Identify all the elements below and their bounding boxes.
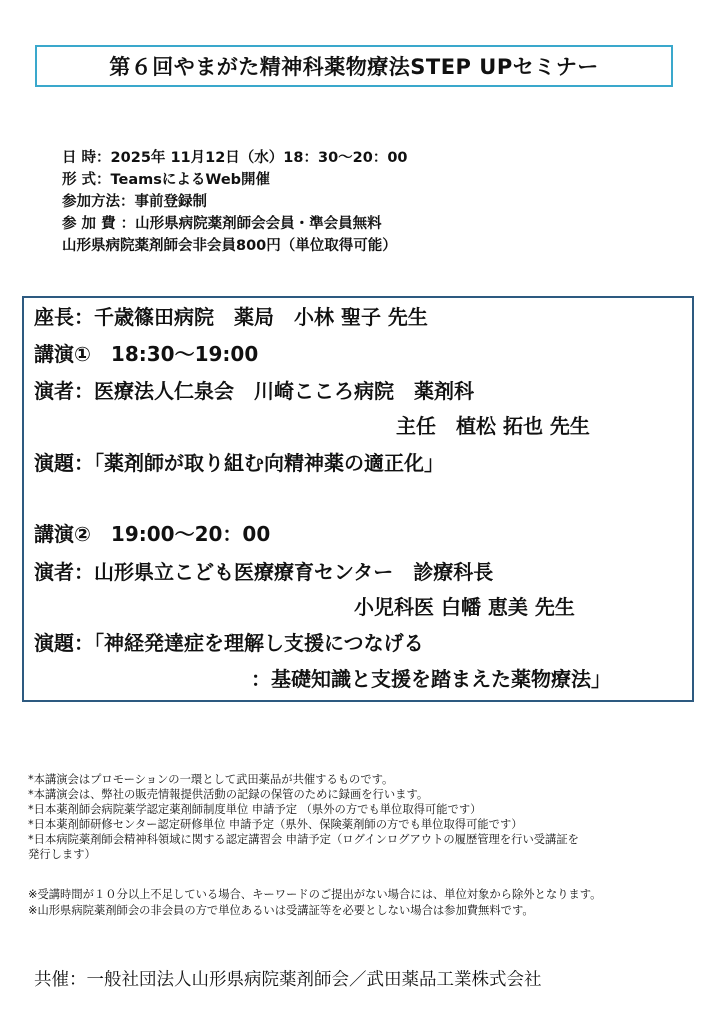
info-fee-members: 参 加 費 ：山形県病院薬剤師会会員・準会員無料 bbox=[62, 216, 382, 232]
lecture1-time: 講演① 18:30～19:00 bbox=[34, 342, 259, 366]
note-item: *本講演会はプロモーションの一環として武田薬品が共催するものです。 bbox=[28, 773, 394, 786]
info-fee-nonmembers: 山形県病院薬剤師会非会員800円（単位取得可能） bbox=[62, 238, 397, 254]
lecture2-speaker: 演者：山形県立こども医療療育センター 診療科長 bbox=[34, 560, 494, 584]
chair: 座長：千歳篠田病院 薬局 小林 聖子 先生 bbox=[34, 305, 428, 329]
info-registration: 参加方法：事前登録制 bbox=[62, 194, 207, 210]
title-box bbox=[35, 45, 673, 87]
lecture2-topic-sub: ：基礎知識と支援を踏まえた薬物療法」 bbox=[251, 667, 611, 691]
note-item: *日本病院薬剤師会精神科領域に関する認定講習会 申請予定（ログインログアウトの履歴管理を行い受講証を bbox=[28, 833, 579, 846]
lecture2-topic: 演題：「神経発達症を理解し支援につなげる bbox=[34, 631, 424, 655]
program-box bbox=[22, 296, 694, 702]
lecture1-speaker-name: 主任 植松 拓也 先生 bbox=[396, 414, 590, 438]
note-item: ※受講時間が１０分以上不足している場合、キーワードのご提出がない場合には、単位対象から除外となります。 bbox=[28, 888, 602, 901]
lecture2-speaker-name: 小児科医 白幡 恵美 先生 bbox=[354, 595, 575, 619]
note-item: *日本薬剤師会病院薬学認定薬剤師制度単位 申請予定 （県外の方でも単位取得可能です） bbox=[28, 803, 482, 816]
note-item: ※山形県病院薬剤師会の非会員の方で単位あるいは受講証等を必要としない場合は参加費無料です。 bbox=[28, 903, 534, 917]
info-datetime: 日 時：2025年 11月12日（水）18：30～20：00 bbox=[62, 150, 408, 166]
event-info bbox=[62, 147, 408, 257]
cohost-line: 共催：一般社団法人山形県病院薬剤師会／武田薬品工業株式会社 bbox=[34, 970, 542, 990]
lecture2-time: 講演② 19:00～20：00 bbox=[34, 522, 271, 546]
lecture1-speaker: 演者：医療法人仁泉会 川崎こころ病院 薬剤科 bbox=[34, 379, 474, 403]
note-item: *本講演会は、弊社の販売情報提供活動の記録の保管のために録画を行います。 bbox=[28, 788, 429, 801]
note-item: 発行します） bbox=[28, 848, 96, 861]
page-title: 第６回やまがた精神科薬物療法STEP UPセミナー bbox=[109, 55, 599, 79]
info-format: 形 式：TeamsによるWeb開催 bbox=[62, 172, 271, 188]
note-item: *日本薬剤師研修センター認定研修単位 申請予定（県外、保険薬剤師の方でも単位取得可能です） bbox=[28, 818, 523, 831]
notes-secondary bbox=[28, 887, 601, 918]
lecture1-topic: 演題：「薬剤師が取り組む向精神薬の適正化」 bbox=[34, 451, 444, 475]
notes bbox=[28, 772, 579, 862]
